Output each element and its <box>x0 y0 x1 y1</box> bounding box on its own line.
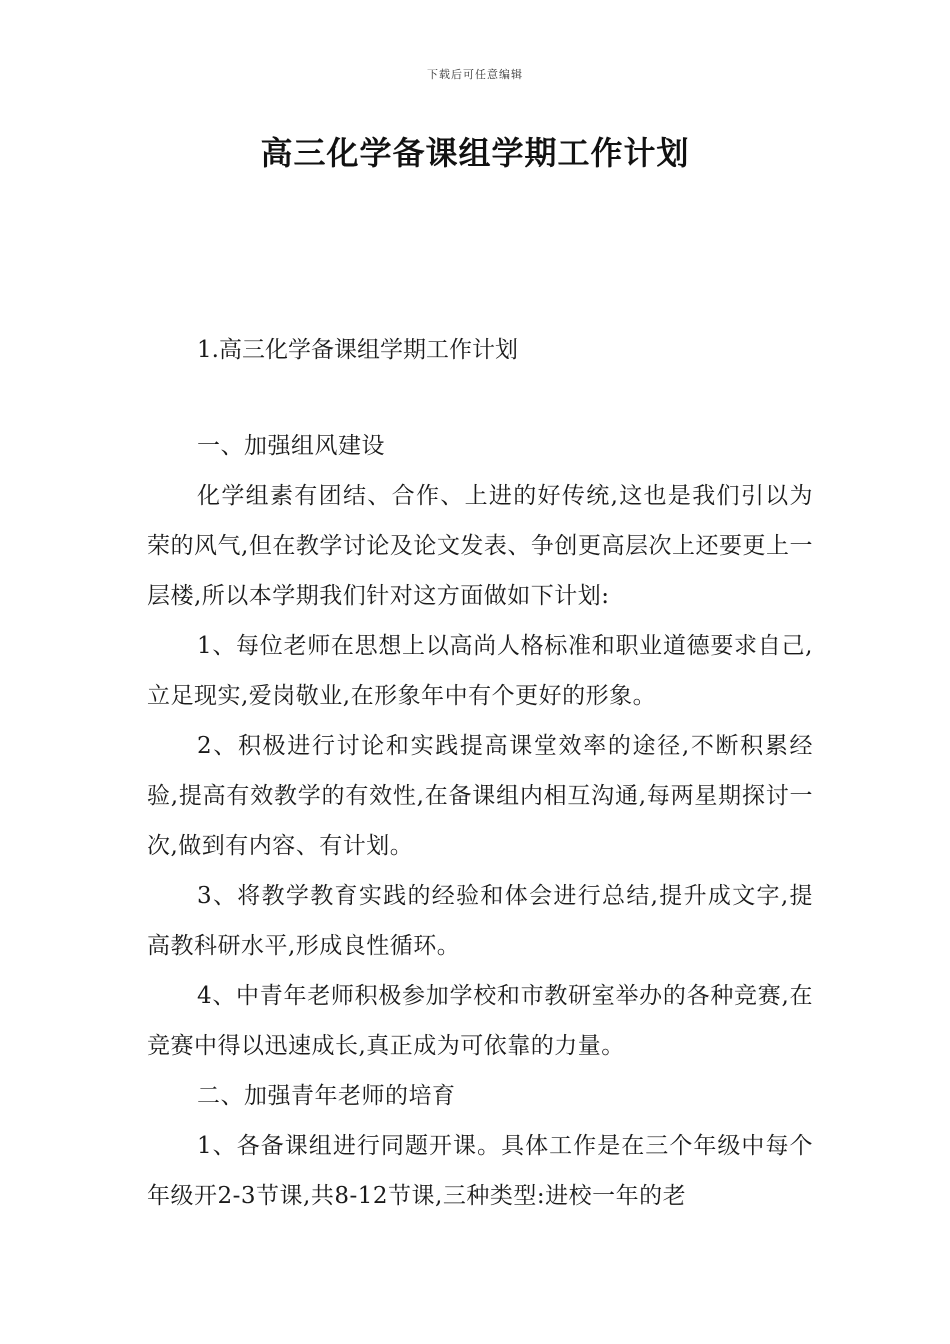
section-subtitle: 1.高三化学备课组学期工作计划 <box>197 337 518 363</box>
heading-section-1: 一、加强组风建设 <box>197 433 385 459</box>
paragraph-item-2: 2、积极进行讨论和实践提高课堂效率的途径,不断积累经验,提高有效教学的有效性,在备课组内相互沟通,每两星期探讨一次,做到有内容、有计划。 <box>147 733 813 859</box>
body-text <box>147 421 813 1221</box>
paragraph-item-4: 4、中青年老师积极参加学校和市教研室举办的各种竞赛,在竞赛中得以迅速成长,真正成为可依靠的力量。 <box>147 983 813 1059</box>
document-title: 高三化学备课组学期工作计划 <box>260 134 690 172</box>
paragraph-item-1: 1、每位老师在思想上以高尚人格标准和职业道德要求自己,立足现实,爱岗敬业,在形象年中有个更好的形象。 <box>147 633 813 709</box>
paragraph-intro: 化学组素有团结、合作、上进的好传统,这也是我们引以为荣的风气,但在教学讨论及论文发表、争创更高层次上还要更上一层楼,所以本学期我们针对这方面做如下计划: <box>147 483 813 609</box>
heading-section-2: 二、加强青年老师的培育 <box>197 1083 456 1109</box>
paragraph-item-3: 3、将教学教育实践的经验和体会进行总结,提升成文字,提高教科研水平,形成良性循环。 <box>147 883 813 959</box>
header-note: 下载后可任意编辑 <box>427 68 523 81</box>
paragraph-section-2-item-1: 1、各备课组进行同题开课。具体工作是在三个年级中每个年级开2-3节课,共8-12节课,三种类型:进校一年的老 <box>147 1133 813 1209</box>
